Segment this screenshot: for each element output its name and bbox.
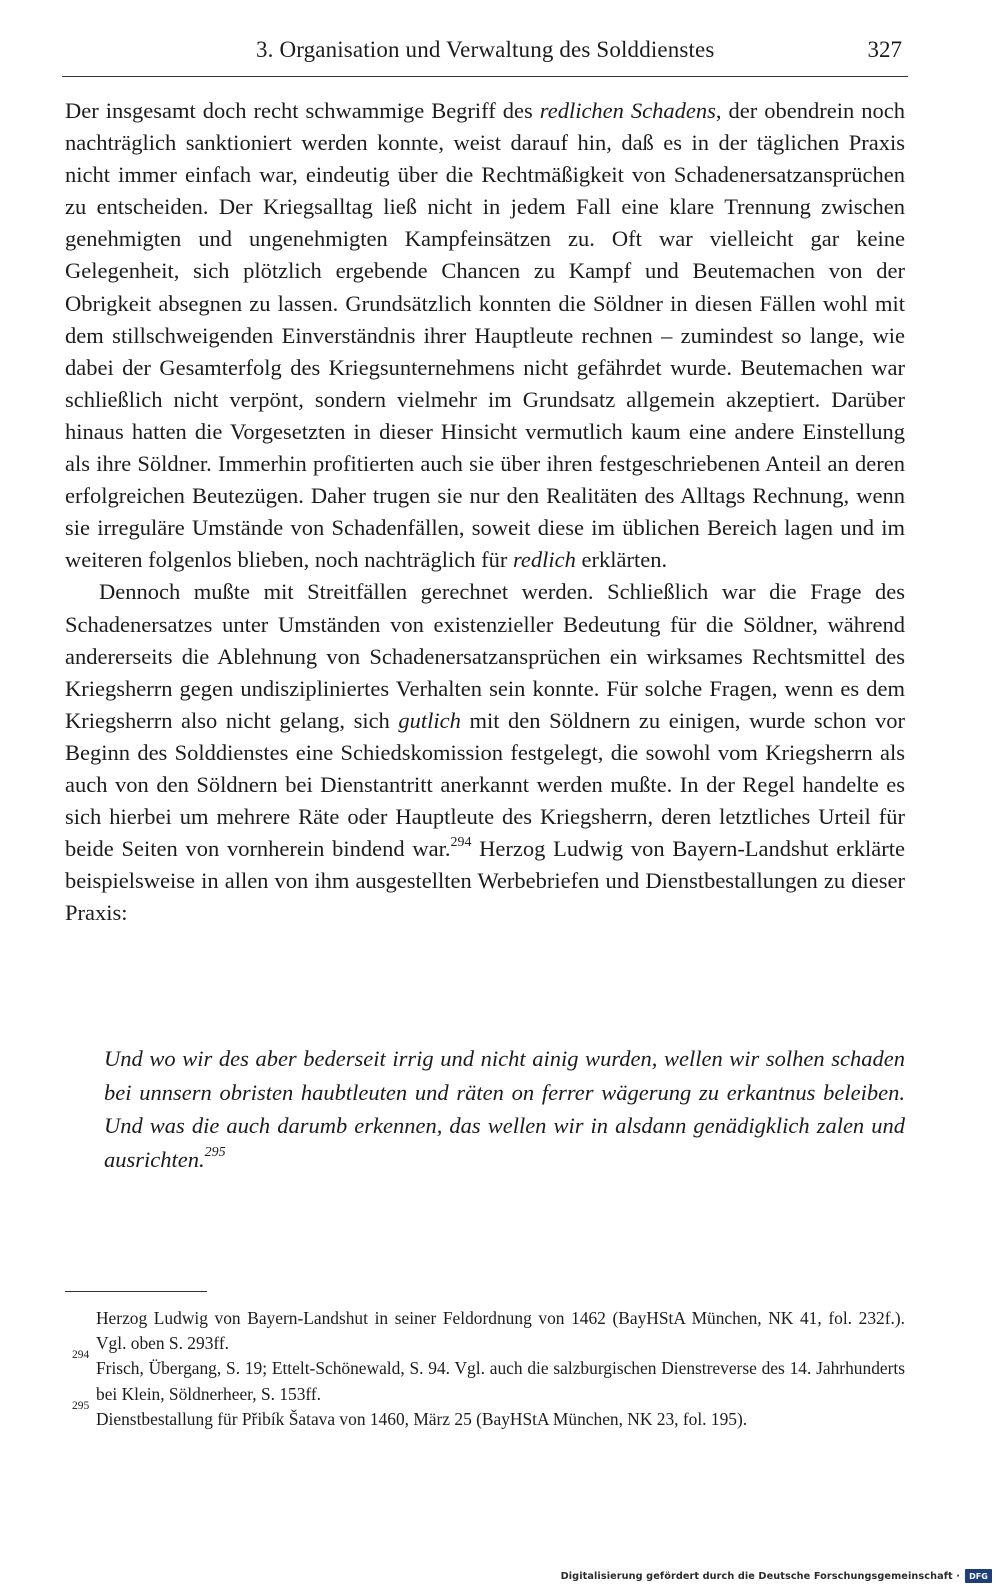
paragraph-2-text-3: Herzog Ludwig von Bayern-Landshut erklärte beispielsweise in allen von ihm ausgestellten Werbebriefen und Dienstbestallungen zu dieser Praxis: xyxy=(65,836,905,926)
footnote-text: Frisch, Übergang, S. 19; Ettelt-Schönewald, S. 94. Vgl. auch die salzburgischen Dienstreverse des 14. Jahrhunderts bei Klein, Söldnerheer, S. 153ff. xyxy=(96,1358,905,1404)
paragraph-2-text-2: mit den Söldnern zu einigen, wurde schon vor Beginn des Solddienstes eine Schiedskomission festgelegt, die sowohl vom Kriegsherrn als auch von den Söldnern bei Dienstantritt anerkannt werden mußte. In der Regel handelte es sich hierbei um mehrere Räte oder Hauptleute des Kriegsherrn, deren letztliches Urteil für beide Seiten von vornherein bindend war. xyxy=(65,707,905,862)
footnote-mark: 294 xyxy=(72,1349,90,1362)
emphasis-gutlich: gutlich xyxy=(398,707,461,733)
running-head xyxy=(62,36,908,77)
credit-text: Digitalisierung gefördert durch die Deutsche Forschungsgemeinschaft · xyxy=(560,1570,960,1582)
paragraph-2-text-1: Dennoch mußte mit Streitfällen gerechnet werden. Schließlich war die Frage des Schadenersatzes unter Umständen von existenzieller Bedeutung für die Söldner, während andererseits die Ablehnung von Schadenersatzansprüchen ein wirksames Rechtsmittel des Kriegsherrn gegen undiszipliniertes Verhalten sein konnte. Für solche Fragen, wenn es dem Kriegsherrn also nicht gelang, sich xyxy=(65,579,905,733)
footnote-divider xyxy=(65,1291,207,1292)
paragraph-1 xyxy=(65,95,905,576)
footnote-text: Herzog Ludwig von Bayern-Landshut in seiner Feldordnung von 1462 (BayHStA München, NK 41, fol. 232f.). Vgl. oben S. 293ff. xyxy=(96,1308,905,1354)
page-number: 327 xyxy=(867,37,902,62)
footnote-mark: 295 xyxy=(72,1399,90,1412)
paragraph-1-text-3: erklärten. xyxy=(575,547,668,573)
digitization-credit xyxy=(561,1567,992,1585)
quote-text: Und wo wir des aber bederseit irrig und nicht ainig wurden, wellen wir solhen schaden bei unnsern obristen haubtleuten und räten on ferrer wägerung zu erkantnus beleiben. Und was die auch darumb erkennen, das wellen wir in alsdann genädigklich zalen und ausrichten. xyxy=(104,1046,905,1172)
paragraph-2 xyxy=(65,576,905,929)
footnote-294 xyxy=(65,1349,905,1406)
block-quote xyxy=(104,1042,905,1176)
body-text xyxy=(65,95,905,929)
footnotes xyxy=(65,1306,905,1432)
emphasis-redlich: redlich xyxy=(512,547,576,573)
footnote-continued xyxy=(65,1306,905,1356)
footnote-ref-294[interactable]: 294 xyxy=(450,834,472,850)
footnote-text: Dienstbestallung für Přibík Šatava von 1460, März 25 (BayHStA München, NK 23, fol. 195). xyxy=(96,1408,748,1429)
dfg-logo-icon: DFG xyxy=(965,1569,992,1583)
footnote-295 xyxy=(65,1399,905,1432)
running-title: 3. Organisation und Verwaltung des Solddienstes xyxy=(256,37,715,62)
emphasis-redlichen-schadens: redlichen Schadens xyxy=(539,98,716,123)
footnote-ref-295[interactable]: 295 xyxy=(204,1144,226,1160)
paragraph-1-text-2: , der obendrein noch nachträglich sanktioniert werden konnte, weist darauf hin, daß es in der täglichen Praxis nicht immer einfach war, eindeutig über die Rechtmäßigkeit von Schadenersatzansprüchen zu entscheiden. Der Kriegsalltag ließ nicht in jedem Fall eine klare Trennung zwischen genehmigten und ungenehmigten Kampfeinsätzen zu. Oft war vielleicht gar keine Gelegenheit, sich plötzlich ergebende Chancen zu Kampf und Beutemachen von der Obrigkeit absegnen zu lassen. Grundsätzlich konnten die Söldner in diesen Fällen wohl mit dem stillschweigenden Einverständnis ihrer Hauptleute rechnen – zumindest so lange, wie dabei der Gesamterfolg des Kriegsunternehmens nicht gefährdet wurde. Beutemachen war schließlich nicht verpönt, sondern vielmehr im Grundsatz allgemein akzeptiert. Darüber hinaus hatten die Vorgesetzten in dieser Hinsicht vermutlich kaum eine andere Einstellung als ihre Söldner. Immerhin profitierten auch sie über ihren festgeschriebenen Anteil an deren erfolgreichen Beutezügen. Daher trugen sie nur den Realitäten des Alltags Rechnung, wenn sie irreguläre Umstände von Schadenfällen, soweit diese im üblichen Bereich lagen und im weiteren folgenlos blieben, noch nachträglich für xyxy=(65,98,905,573)
paragraph-1-text-1: Der insgesamt doch recht schwammige Begriff des xyxy=(65,98,540,123)
